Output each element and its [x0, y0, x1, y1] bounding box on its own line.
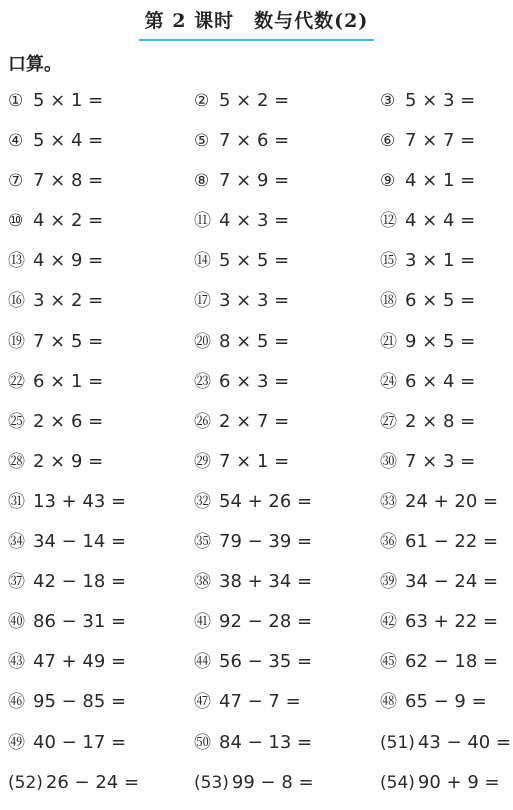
problem-expression: 86 − 31 =: [33, 611, 127, 633]
problem-row: [8, 689, 513, 729]
problem-number: ㊻: [8, 692, 25, 713]
problem-number: ㉒: [8, 371, 25, 392]
problem-item: [194, 730, 312, 756]
problem-row: [8, 569, 513, 609]
problem-item: [380, 409, 475, 435]
problem-number: ㉙: [194, 451, 211, 472]
problem-item: [194, 449, 289, 475]
problem-expression: 3 × 1 =: [405, 250, 476, 272]
problem-expression: 43 − 40 =: [417, 731, 512, 753]
problem-row: [8, 288, 513, 328]
problem-expression: 7 × 7 =: [405, 130, 476, 152]
problem-expression: 4 × 9 =: [33, 250, 104, 272]
problem-number: ㊵: [8, 612, 25, 633]
problem-row: [8, 168, 513, 208]
problem-number: ①: [8, 91, 24, 111]
problem-item: [380, 609, 498, 635]
problem-number: (51): [380, 732, 415, 753]
problem-item: [380, 730, 511, 756]
problem-expression: 84 − 13 =: [219, 731, 313, 753]
problem-item: [8, 689, 126, 715]
problem-number: ⑱: [380, 291, 397, 312]
problem-expression: 40 − 17 =: [33, 731, 127, 753]
problem-expression: 4 × 2 =: [33, 210, 104, 232]
problem-row: [8, 730, 513, 770]
problem-number: ⑪: [194, 211, 211, 232]
problem-expression: 34 − 24 =: [405, 571, 499, 593]
problem-number: ⑲: [8, 331, 25, 352]
problem-number: ㉔: [380, 371, 397, 392]
problem-item: [8, 168, 103, 194]
problem-expression: 65 − 9 =: [405, 691, 487, 713]
problem-expression: 99 − 8 =: [231, 771, 314, 793]
problem-row: [8, 248, 513, 288]
problem-number: ②: [194, 91, 210, 111]
problem-number: ㊾: [8, 732, 25, 753]
problem-expression: 92 − 28 =: [219, 611, 313, 633]
problem-number: ㊱: [380, 532, 397, 553]
problem-expression: 2 × 6 =: [33, 410, 104, 432]
problem-item: [8, 730, 126, 756]
problem-number: (52): [8, 772, 43, 793]
problem-row: [8, 770, 513, 810]
problem-expression: 7 × 9 =: [219, 170, 290, 192]
problem-expression: 79 − 39 =: [219, 531, 313, 553]
problem-item: [380, 369, 475, 395]
problem-number: ⑨: [380, 171, 396, 192]
problem-number: ⑥: [380, 131, 396, 152]
problem-expression: 62 − 18 =: [405, 651, 499, 673]
problem-number: ㉝: [380, 491, 397, 512]
problem-expression: 9 × 5 =: [405, 330, 476, 352]
problem-number: ③: [380, 91, 396, 111]
problem-item: [194, 569, 312, 595]
problem-number: ⑫: [380, 211, 397, 232]
problem-item: [194, 248, 289, 274]
problem-expression: 3 × 3 =: [219, 290, 290, 312]
title-container: [0, 6, 513, 41]
problem-expression: 47 + 49 =: [33, 651, 127, 673]
problem-number: ⑰: [194, 291, 211, 312]
problem-number: ㉛: [8, 491, 25, 512]
problem-row: [8, 489, 513, 529]
problem-item: [8, 409, 103, 435]
problem-row: [8, 529, 513, 569]
problem-item: [8, 329, 103, 355]
problem-expression: 7 × 6 =: [219, 130, 290, 152]
problem-expression: 7 × 8 =: [33, 170, 104, 192]
problem-item: [8, 248, 103, 274]
problem-number: ⑧: [194, 171, 210, 192]
problem-expression: 95 − 85 =: [33, 691, 127, 713]
problem-expression: 90 + 9 =: [417, 771, 500, 793]
problem-number: ㊹: [194, 652, 211, 673]
problem-item: [8, 529, 126, 555]
problem-number: ㉜: [194, 491, 211, 512]
problem-item: [194, 609, 312, 635]
problem-item: [194, 88, 289, 114]
problem-item: [380, 288, 475, 314]
problem-expression: 42 − 18 =: [33, 571, 127, 593]
problem-item: [380, 569, 498, 595]
problem-expression: 61 − 22 =: [405, 531, 499, 553]
problem-row: [8, 449, 513, 489]
problem-number: (53): [194, 772, 229, 793]
problem-number: ㉗: [380, 411, 397, 432]
problem-number: ㊸: [8, 652, 25, 673]
problem-number: ㊶: [194, 612, 211, 633]
problem-number: ㊴: [380, 572, 397, 593]
problem-item: [380, 329, 475, 355]
problem-row: [8, 609, 513, 649]
problem-item: [380, 449, 475, 475]
problem-number: ㊿: [194, 732, 211, 753]
problem-item: [8, 649, 126, 675]
problem-number: ㉘: [8, 451, 25, 472]
problem-item: [380, 689, 487, 715]
problem-row: [8, 329, 513, 369]
problem-item: [380, 770, 500, 796]
problem-expression: 4 × 3 =: [219, 210, 290, 232]
problem-item: [194, 409, 289, 435]
problem-number: ㉕: [8, 411, 25, 432]
problem-number: ㉑: [380, 331, 397, 352]
problem-expression: 2 × 8 =: [405, 410, 476, 432]
problem-number: ㉖: [194, 411, 211, 432]
problem-expression: 5 × 4 =: [33, 130, 104, 152]
problem-number: ⑭: [194, 251, 211, 272]
problem-item: [194, 489, 312, 515]
problem-item: [194, 288, 289, 314]
problem-number: ⑬: [8, 251, 25, 272]
problem-expression: 8 × 5 =: [219, 330, 290, 352]
problem-grid: [8, 88, 513, 810]
problem-expression: 6 × 4 =: [405, 370, 476, 392]
problem-expression: 63 + 22 =: [405, 611, 499, 633]
problem-expression: 2 × 9 =: [33, 450, 104, 472]
problem-item: [380, 208, 475, 234]
problem-expression: 5 × 5 =: [219, 250, 290, 272]
problem-number: ㉟: [194, 532, 211, 553]
problem-row: [8, 649, 513, 689]
problem-number: ㊼: [194, 692, 211, 713]
problem-item: [380, 529, 498, 555]
problem-item: [8, 449, 103, 475]
problem-item: [194, 529, 312, 555]
problem-item: [8, 489, 126, 515]
problem-number: ㊺: [380, 652, 397, 673]
problem-row: [8, 369, 513, 409]
problem-number: ㊳: [194, 572, 211, 593]
problem-expression: 2 × 7 =: [219, 410, 290, 432]
problem-item: [380, 128, 475, 154]
problem-expression: 13 + 43 =: [33, 490, 127, 512]
problem-expression: 6 × 3 =: [219, 370, 290, 392]
problem-item: [194, 329, 289, 355]
problem-item: [8, 770, 139, 796]
problem-item: [8, 88, 103, 114]
problem-expression: 54 + 26 =: [219, 490, 313, 512]
problem-item: [8, 288, 103, 314]
problem-item: [380, 248, 475, 274]
problem-item: [194, 689, 301, 715]
page-title: 第 2 课时 数与代数(2): [139, 6, 375, 41]
problem-number: ⑤: [194, 131, 210, 152]
problem-number: (54): [380, 772, 415, 793]
problem-item: [8, 208, 103, 234]
problem-expression: 4 × 1 =: [405, 170, 476, 192]
problem-row: [8, 409, 513, 449]
problem-expression: 5 × 1 =: [33, 90, 104, 111]
problem-item: [194, 208, 289, 234]
problem-expression: 7 × 1 =: [219, 450, 290, 472]
problem-item: [8, 128, 103, 154]
problem-expression: 3 × 2 =: [33, 290, 104, 312]
problem-number: ⑩: [8, 211, 24, 232]
problem-expression: 38 + 34 =: [219, 571, 313, 593]
problem-expression: 4 × 4 =: [405, 210, 476, 232]
problem-number: ④: [8, 131, 24, 152]
problem-row: [8, 128, 513, 168]
problem-item: [194, 369, 289, 395]
problem-number: ㉚: [380, 451, 397, 472]
problem-expression: 5 × 2 =: [219, 90, 290, 111]
problem-expression: 6 × 1 =: [33, 370, 104, 392]
problem-expression: 34 − 14 =: [33, 531, 127, 553]
problem-number: ㉓: [194, 371, 211, 392]
problem-expression: 7 × 5 =: [33, 330, 104, 352]
problem-item: [8, 569, 126, 595]
problem-expression: 47 − 7 =: [219, 691, 301, 713]
problem-item: [8, 609, 126, 635]
problem-expression: 7 × 3 =: [405, 450, 476, 472]
problem-number: ⑮: [380, 251, 397, 272]
problem-row: [8, 208, 513, 248]
instruction-label: 口算。: [8, 54, 62, 75]
problem-item: [194, 649, 312, 675]
problem-expression: 24 + 20 =: [405, 490, 499, 512]
problem-number: ⑯: [8, 291, 25, 312]
problem-item: [380, 649, 498, 675]
problem-expression: 5 × 3 =: [405, 90, 476, 111]
problem-item: [8, 369, 103, 395]
problem-row: [8, 88, 513, 128]
problem-expression: 56 − 35 =: [219, 651, 313, 673]
problem-item: [380, 88, 475, 114]
problem-item: [194, 128, 289, 154]
problem-number: ⑦: [8, 171, 24, 192]
problem-expression: 26 − 24 =: [45, 771, 140, 793]
problem-item: [380, 168, 475, 194]
problem-item: [194, 770, 314, 796]
problem-number: ⑳: [194, 331, 211, 352]
problem-number: ㉞: [8, 532, 25, 553]
problem-number: ㊷: [380, 612, 397, 633]
problem-expression: 6 × 5 =: [405, 290, 476, 312]
problem-item: [194, 168, 289, 194]
problem-number: ㊲: [8, 572, 25, 593]
problem-number: ㊽: [380, 692, 397, 713]
problem-item: [380, 489, 498, 515]
